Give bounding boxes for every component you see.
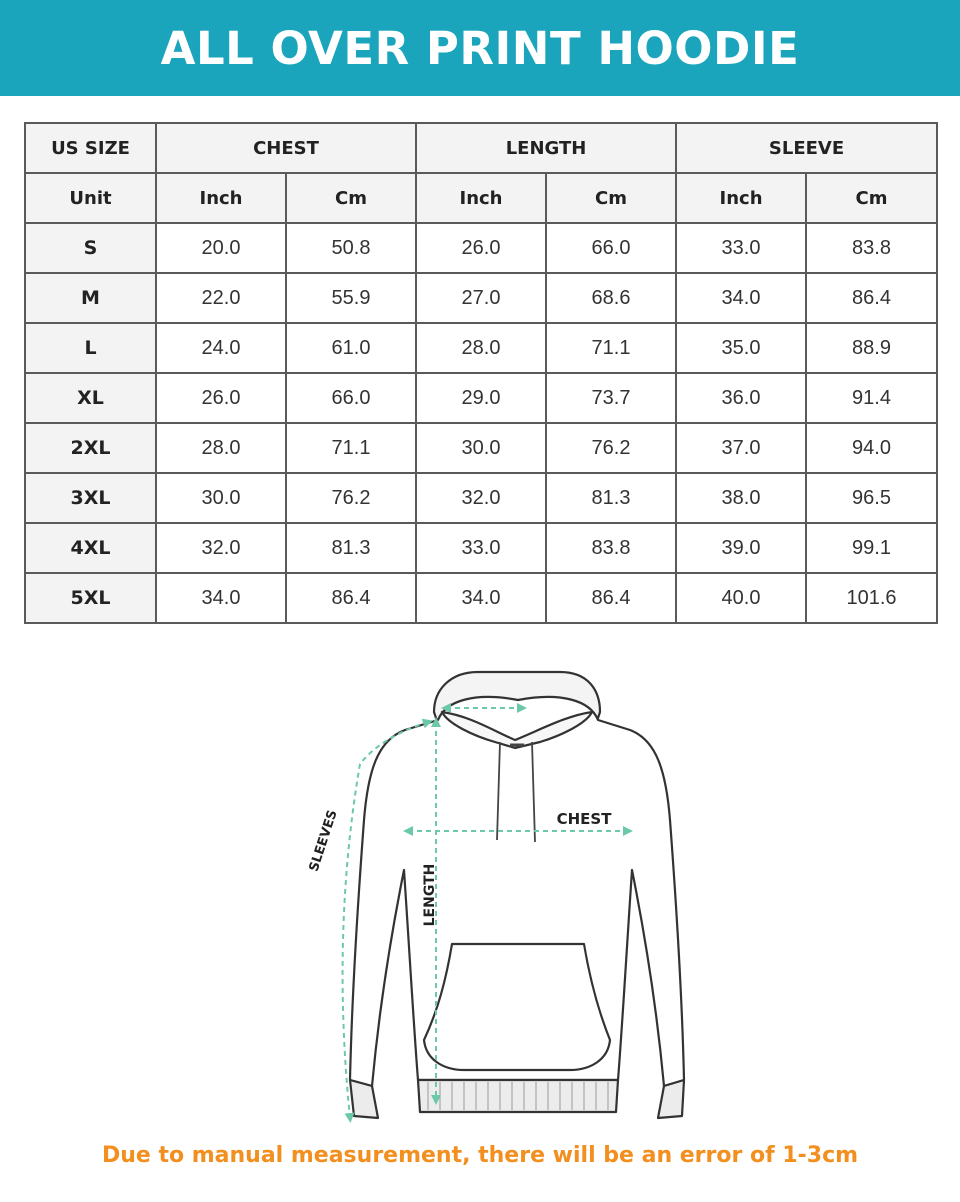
measurement-cell: 86.4 (806, 273, 937, 323)
measurement-cell: 55.9 (286, 273, 416, 323)
measurement-cell: 28.0 (416, 323, 546, 373)
unit-cell: Inch (416, 173, 546, 223)
sleeves-label: SLEEVES (306, 808, 341, 874)
hoodie-measurement-diagram (290, 660, 690, 1135)
measurement-cell: 81.3 (546, 473, 676, 523)
unit-cell: Inch (676, 173, 806, 223)
table-row (25, 273, 937, 323)
measurement-cell: 28.0 (156, 423, 286, 473)
size-cell: M (25, 273, 156, 323)
chest-label: CHEST (556, 810, 612, 828)
table-row (25, 573, 937, 623)
size-cell: 4XL (25, 523, 156, 573)
size-cell: L (25, 323, 156, 373)
measurement-cell: 40.0 (676, 573, 806, 623)
unit-cell: Inch (156, 173, 286, 223)
measurement-cell: 68.6 (546, 273, 676, 323)
measurement-cell: 24.0 (156, 323, 286, 373)
length-header: LENGTH (416, 123, 676, 173)
measurement-cell: 35.0 (676, 323, 806, 373)
length-label: LENGTH (422, 863, 438, 927)
table-row (25, 523, 937, 573)
measurement-cell: 73.7 (546, 373, 676, 423)
measurement-cell: 88.9 (806, 323, 937, 373)
us-size-header: US SIZE (25, 123, 156, 173)
measurement-cell: 83.8 (806, 223, 937, 273)
measurement-cell: 96.5 (806, 473, 937, 523)
measurement-cell: 76.2 (546, 423, 676, 473)
measurement-cell: 32.0 (156, 523, 286, 573)
measurement-cell: 61.0 (286, 323, 416, 373)
table-group-header-row (25, 123, 937, 173)
measurement-cell: 20.0 (156, 223, 286, 273)
measurement-cell: 30.0 (156, 473, 286, 523)
unit-header: Unit (25, 173, 156, 223)
measurement-cell: 37.0 (676, 423, 806, 473)
measurement-cell: 36.0 (676, 373, 806, 423)
measurement-cell: 39.0 (676, 523, 806, 573)
size-cell: S (25, 223, 156, 273)
table-row (25, 323, 937, 373)
measurement-cell: 94.0 (806, 423, 937, 473)
size-cell: 3XL (25, 473, 156, 523)
measurement-cell: 66.0 (286, 373, 416, 423)
measurement-cell: 22.0 (156, 273, 286, 323)
measurement-cell: 38.0 (676, 473, 806, 523)
measurement-cell: 83.8 (546, 523, 676, 573)
measurement-cell: 26.0 (156, 373, 286, 423)
measurement-cell: 32.0 (416, 473, 546, 523)
measurement-cell: 29.0 (416, 373, 546, 423)
measurement-cell: 86.4 (286, 573, 416, 623)
measurement-cell: 33.0 (676, 223, 806, 273)
hoodie-outline-icon (350, 672, 684, 1118)
table-row (25, 423, 937, 473)
measurement-cell: 76.2 (286, 473, 416, 523)
measurement-cell: 71.1 (546, 323, 676, 373)
chest-header: CHEST (156, 123, 416, 173)
page-title: ALL OVER PRINT HOODIE (160, 21, 800, 75)
size-cell: XL (25, 373, 156, 423)
measurement-cell: 26.0 (416, 223, 546, 273)
measurement-cell: 34.0 (676, 273, 806, 323)
measurement-cell: 66.0 (546, 223, 676, 273)
table-row (25, 473, 937, 523)
measurement-cell: 99.1 (806, 523, 937, 573)
measurement-cell: 101.6 (806, 573, 937, 623)
measurement-cell: 27.0 (416, 273, 546, 323)
measurement-cell: 34.0 (156, 573, 286, 623)
measurement-cell: 30.0 (416, 423, 546, 473)
measurement-cell: 71.1 (286, 423, 416, 473)
unit-cell: Cm (806, 173, 937, 223)
measurement-cell: 81.3 (286, 523, 416, 573)
measurement-cell: 86.4 (546, 573, 676, 623)
measurement-cell: 91.4 (806, 373, 937, 423)
measurement-cell: 50.8 (286, 223, 416, 273)
sleeve-header: SLEEVE (676, 123, 937, 173)
title-banner (0, 0, 960, 96)
size-chart-table (24, 122, 938, 624)
table-unit-row (25, 173, 937, 223)
size-cell: 2XL (25, 423, 156, 473)
table-row (25, 373, 937, 423)
measurement-cell: 33.0 (416, 523, 546, 573)
table-row (25, 223, 937, 273)
unit-cell: Cm (286, 173, 416, 223)
measurement-note: Due to manual measurement, there will be an error of 1-3cm (101, 1143, 859, 1168)
unit-cell: Cm (546, 173, 676, 223)
size-cell: 5XL (25, 573, 156, 623)
measurement-cell: 34.0 (416, 573, 546, 623)
